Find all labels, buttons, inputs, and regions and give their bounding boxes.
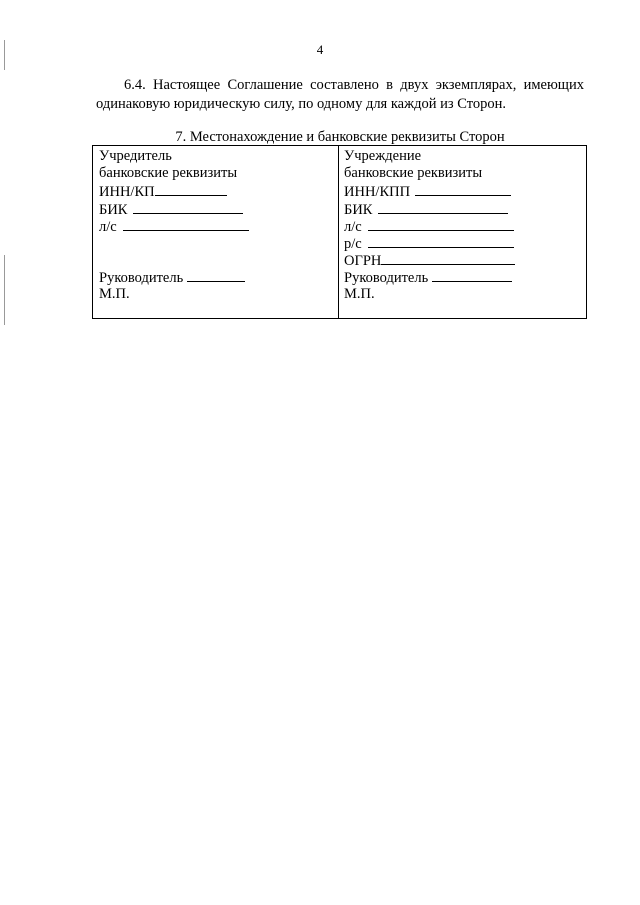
institution-inn-kpp-label: ИНН/КПП [344, 184, 411, 201]
founder-bik-label: БИК [99, 201, 128, 218]
founder-head-label: Руководитель [99, 270, 184, 287]
founder-head-blank [187, 268, 245, 282]
institution-head-blank [432, 268, 512, 282]
institution-column [339, 146, 586, 318]
founder-account-blank [123, 217, 249, 231]
requisites-table [92, 145, 587, 319]
institution-personal-account-label: л/с [344, 218, 362, 235]
founder-bank-details-label: банковские реквизиты [99, 165, 238, 182]
institution-bank-details-label: банковские реквизиты [344, 165, 483, 182]
scan-margin-mark [4, 255, 5, 325]
institution-ogrn-blank [381, 251, 515, 265]
founder-account-label: л/с [99, 218, 117, 235]
institution-bik-label: БИК [344, 201, 373, 218]
page-number: 4 [316, 42, 324, 57]
founder-stamp: М.П. [99, 285, 130, 302]
paragraph-6-4: 6.4. Настоящее Соглашение составлено в двух экземплярах, имеющих одинаковую юридическую силу, по одному для каждой из Сторон. [96, 77, 584, 112]
institution-inn-kpp-blank [415, 182, 511, 196]
institution-personal-account-blank [368, 217, 514, 231]
founder-inn-kpp-label: ИНН/КП [99, 184, 155, 201]
founder-heading: Учредитель [99, 148, 172, 164]
section-7-title: 7. Местонахождение и банковские реквизиты Сторон [175, 129, 505, 145]
institution-heading: Учреждение [344, 148, 422, 164]
founder-column [93, 146, 339, 318]
institution-bik-blank [378, 200, 508, 214]
institution-head-label: Руководитель [344, 270, 429, 287]
founder-inn-kpp-blank [155, 182, 227, 196]
institution-stamp: М.П. [344, 285, 375, 302]
institution-settlement-account-blank [368, 234, 514, 248]
institution-ogrn-label: ОГРН [344, 253, 382, 270]
founder-bik-blank [133, 200, 243, 214]
institution-settlement-account-label: р/с [344, 235, 362, 252]
